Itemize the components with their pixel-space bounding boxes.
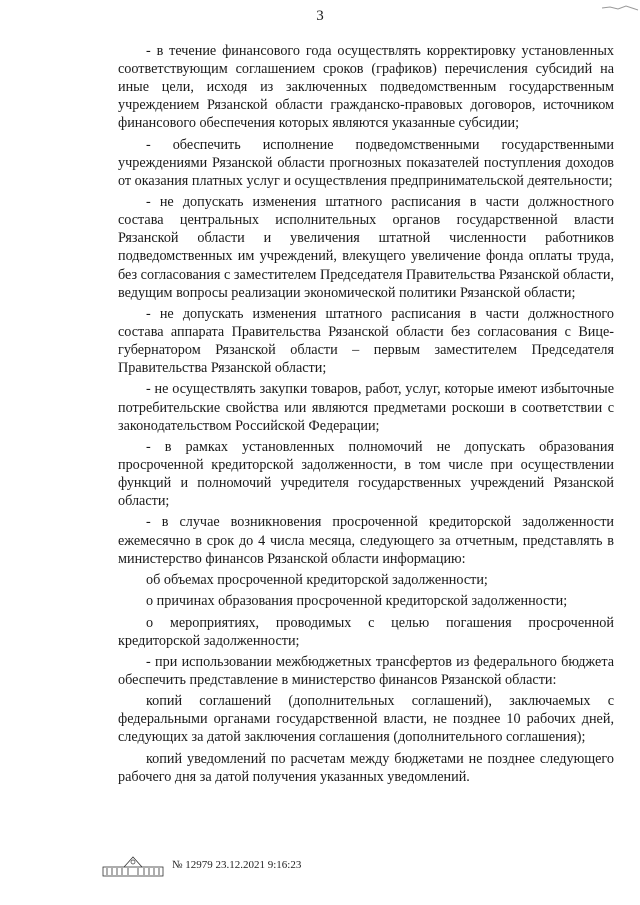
paragraph: - при использовании межбюджетных трансфертов из федерального бюджета обеспечить представление в министерство финансов Рязанской области: xyxy=(118,653,614,688)
paragraph: о причинах образования просроченной кредиторской задолженности; xyxy=(146,593,568,610)
paragraph: - не допускать изменения штатного расписания в части должностного состава центральных исполнительных органов государственной власти Рязанской области и увеличения штатной численности работников подведомственных им учреждений, влекущего увеличение фонда оплаты труда, без согласования с заместителем Председателя Правительства Рязанской области, ведущим вопросы реализации экономической политики Рязанской области; xyxy=(118,194,614,301)
paragraph: - в течение финансового года осуществлять корректировку установленных соответствующим соглашением сроков (графиков) перечисления субсидий на иные цели, исходя из заключенных подведомственным государственным учреждением Рязанской области гражданско-правовых договоров, источником финансового обеспечения которых являются указанные субсидии; xyxy=(118,43,614,132)
paragraph: - в случае возникновения просроченной кредиторской задолженности ежемесячно в срок до 4 числа месяца, следующего за отчетным, представлять в министерство финансов Рязанской области информацию: xyxy=(118,514,614,567)
paragraph: копий соглашений (дополнительных соглашений), заключаемых с федеральными органами государственной власти, не позднее 10 рабочих дней, следующих за датой заключения соглашения (дополнительного соглашения); xyxy=(118,693,614,746)
paragraph: - не допускать изменения штатного расписания в части должностного состава аппарата Правительства Рязанской области без согласования с Вице-губернатором Рязанской области – первым заместителем Председателя Правительства Рязанской области; xyxy=(118,305,614,377)
paragraph: о мероприятиях, проводимых с целью погашения просроченной кредиторской задолженности; xyxy=(118,614,614,649)
paragraph: копий уведомлений по расчетам между бюджетами не позднее следующего рабочего дня за датой получения указанных уведомлений. xyxy=(118,750,614,785)
document-body xyxy=(118,42,614,789)
paragraph: - обеспечить исполнение подведомственными государственными учреждениями Рязанской области прогнозных показателей поступления доходов от оказания платных услуг и осуществления предпринимательской деятельности; xyxy=(118,136,614,189)
registry-building-icon xyxy=(102,853,164,877)
scan-artifact xyxy=(600,0,640,8)
paragraph: - не осуществлять закупки товаров, работ, услуг, которые имеют избыточные потребительские свойства или являются предметами роскоши в соответствии с законодательством Российской Федерации; xyxy=(118,381,614,434)
document-footer xyxy=(102,852,301,878)
page-number: 3 xyxy=(316,8,324,24)
document-registration-number: № 12979 23.12.2021 9:16:23 xyxy=(172,859,302,871)
paragraph: об объемах просроченной кредиторской задолженности; xyxy=(146,571,488,588)
paragraph: - в рамках установленных полномочий не допускать образования просроченной кредиторской задолженности, в том числе при осуществлении функций и полномочий учредителя государственных учреждений Рязанской области; xyxy=(118,438,614,510)
